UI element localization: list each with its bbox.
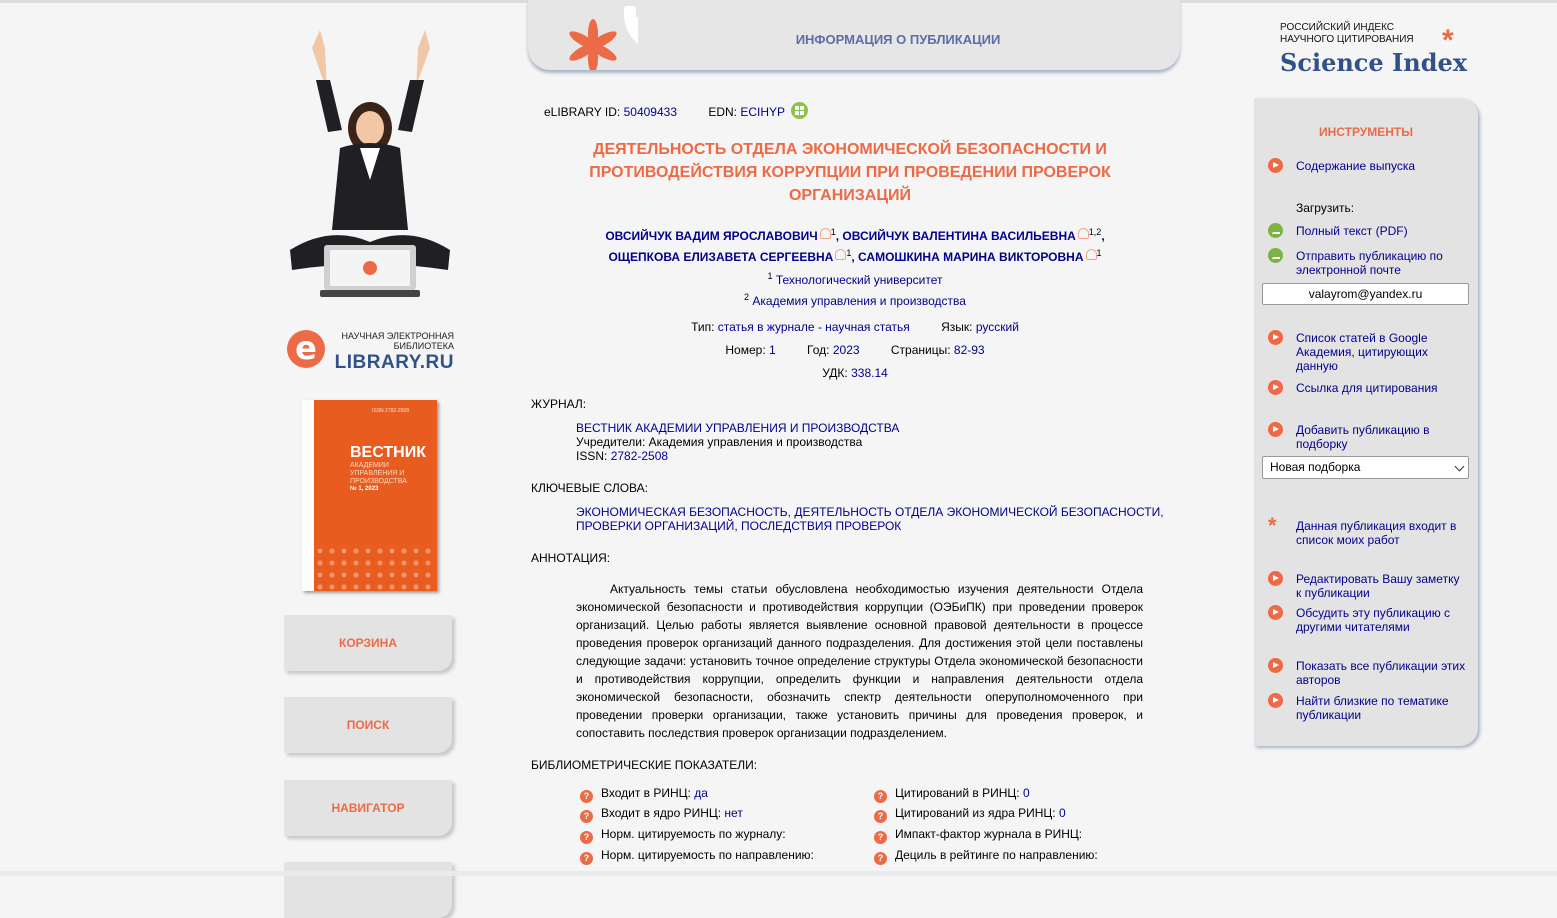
issn-label: ISSN: [576, 449, 608, 463]
author-link[interactable]: ОВСИЙЧУК ВАЛЕНТИНА ВАСИЛЬЕВНА [842, 229, 1076, 243]
elibrary-logo-letter: e [287, 330, 325, 368]
person-icon[interactable] [1086, 249, 1097, 260]
science-index-wordmark: Science Index [1280, 48, 1468, 77]
author-link[interactable]: ОВСИЙЧУК ВАДИМ ЯРОСЛАВОВИЧ [605, 229, 818, 243]
tool-label: Отправить публикацию по электронной почте [1296, 249, 1443, 277]
question-icon[interactable]: ? [874, 831, 887, 844]
indicator-label: Дециль в рейтинге по направлению: [895, 848, 1098, 862]
year-label: Год: [807, 343, 830, 357]
question-icon[interactable]: ? [580, 810, 593, 823]
question-icon[interactable]: ? [874, 790, 887, 803]
email-icon [1268, 248, 1283, 263]
publication-issue-row [560, 343, 1150, 357]
biblio-indicator [874, 848, 1098, 865]
cart-button[interactable]: КОРЗИНА [284, 615, 452, 671]
qr-code-icon[interactable] [791, 102, 808, 119]
collection-select-value: Новая подборка [1270, 460, 1361, 474]
indicator-label: Входит в РИНЦ: [601, 786, 691, 800]
science-index-logo[interactable] [1280, 22, 1480, 82]
tool-label: Список статей в Google Академия, цитирующих данную [1296, 331, 1428, 373]
science-index-caption-line: НАУЧНОГО ЦИТИРОВАНИЯ [1280, 34, 1414, 45]
indicator-label: Импакт-фактор журнала в РИНЦ: [895, 827, 1083, 841]
tool-label: Ссылка для цитирования [1296, 381, 1438, 395]
page-title: ИНФОРМАЦИЯ О ПУБЛИКАЦИИ [795, 32, 1001, 47]
tool-label: Полный текст (PDF) [1296, 224, 1408, 238]
year-value: 2023 [832, 343, 860, 357]
author-link[interactable]: САМОШКИНА МАРИНА ВИКТОРОВНА [858, 250, 1084, 264]
edn-label: EDN: [708, 105, 738, 119]
left-column [280, 0, 460, 876]
person-icon[interactable] [835, 249, 846, 260]
indicator-label: Цитирований в РИНЦ: [895, 786, 1020, 800]
edn-link[interactable]: ECIHYP [740, 105, 786, 119]
author-affiliation-index: 1 [1096, 248, 1102, 258]
language-value: русский [975, 320, 1019, 334]
biblio-indicator [874, 786, 1030, 803]
arrow-circle-icon [1268, 330, 1283, 345]
biblio-indicator [580, 786, 708, 803]
tool-label: Данная публикация входит в список моих работ [1296, 519, 1457, 547]
person-icon[interactable] [820, 228, 831, 239]
author-separator: , [851, 250, 859, 264]
cover-pattern [314, 545, 437, 591]
cover-title: ВЕСТНИК [350, 444, 426, 461]
biblio-indicator [580, 848, 814, 865]
number-link[interactable]: 1 [769, 343, 776, 357]
biblio-indicator [580, 806, 743, 823]
pages-value: 82-93 [953, 343, 985, 357]
arrow-circle-icon [1268, 380, 1283, 395]
person-icon[interactable] [1078, 228, 1089, 239]
indicator-value: 0 [1022, 786, 1030, 800]
keywords-section-label: КЛЮЧЕВЫЕ СЛОВА: [531, 481, 648, 495]
publication-udk-row [560, 366, 1150, 380]
tool-label: Содержание выпуска [1296, 159, 1416, 173]
science-index-caption-line: РОССИЙСКИЙ ИНДЕКС [1280, 22, 1395, 33]
biblio-indicator [874, 806, 1066, 823]
issn-value: 2782-2508 [610, 449, 669, 463]
arrow-circle-icon [1268, 605, 1283, 620]
affiliation-link[interactable]: Академия управления и производства [752, 294, 966, 308]
elibrary-logo[interactable] [285, 328, 460, 380]
arrow-circle-icon [1268, 158, 1283, 173]
affiliation-index: 2 [744, 292, 750, 302]
cover-spine [302, 400, 314, 591]
arrow-circle-icon [1268, 422, 1283, 437]
download-label: Загрузить: [1296, 201, 1355, 215]
asterisk-icon: * [1268, 513, 1277, 538]
pages-label: Страницы: [890, 343, 951, 357]
keywords-line[interactable]: ЭКОНОМИЧЕСКАЯ БЕЗОПАСНОСТЬ, ДЕЯТЕЛЬНОСТЬ ОТДЕЛА ЭКОНОМИЧЕСКОЙ БЕЗОПАСНОСТИ, [576, 505, 1164, 519]
author-separator: , [835, 229, 843, 243]
journal-issn-row [576, 449, 899, 463]
publication-type-row [560, 320, 1150, 334]
affiliation-link[interactable]: Технологический университет [775, 273, 943, 287]
keywords-line[interactable]: ПРОВЕРКИ ОРГАНИЗАЦИЙ, ПОСЛЕДСТВИЯ ПРОВЕРОК [576, 519, 902, 533]
indicator-label: Входит в ядро РИНЦ: [601, 806, 722, 820]
biblio-indicator [580, 827, 786, 844]
publication-ids [544, 105, 785, 119]
tools-panel [1254, 98, 1478, 746]
cover-number: № 1, 2023 [350, 486, 379, 492]
author-separator: , [1101, 229, 1105, 243]
journal-name-link[interactable]: ВЕСТНИК АКАДЕМИИ УПРАВЛЕНИЯ И ПРОИЗВОДСТВА [576, 421, 900, 435]
navigator-button[interactable]: НАВИГАТОР [284, 780, 452, 836]
question-icon[interactable]: ? [874, 810, 887, 823]
author-affiliation-index: 1,2 [1088, 227, 1102, 237]
language-label: Язык: [941, 320, 973, 334]
authors-list [560, 224, 1150, 266]
question-icon[interactable]: ? [874, 852, 887, 865]
abstract-section-label: АННОТАЦИЯ: [531, 551, 611, 565]
number-label: Номер: [725, 343, 766, 357]
indicator-label: Норм. цитируемость по направлению: [601, 848, 814, 862]
indicator-value: 0 [1058, 806, 1066, 820]
tools-title: ИНСТРУМЕНТЫ [1318, 125, 1414, 139]
type-label: Тип: [691, 320, 715, 334]
cover-issn: ISSN 2782-2508 [372, 408, 409, 414]
elibrary-id-label: eLIBRARY ID: [544, 105, 621, 119]
email-field[interactable]: valayrom@yandex.ru [1262, 283, 1469, 305]
celebrating-woman-illustration [280, 20, 460, 305]
cover-subtitle: АКАДЕМИИ УПРАВЛЕНИЯ И ПРОИЗВОДСТВА [350, 462, 407, 485]
tool-label: Показать все публикации этих авторов [1296, 659, 1466, 687]
elibrary-logo-wordmark: LIBRARY.RU [334, 352, 454, 373]
author-affiliation-index: 1 [830, 227, 836, 237]
abstract-text: Актуальность темы статьи обусловлена необходимостью изучения деятельности Отдела экономической безопасности и противодействия коррупции (ОЭБиПК) при проведении проверок организаций. Целью работы является выявление основной правовой деятельности в процессе проведения проверок организаций данного подразделения. Для достижения этой цели поставлены следующие задачи: установить точное определение структуры Отдела экономической безопасности и противодействия коррупции, определить функции и направления деятельности отдела экономической безопасности, обозначить спектр деятельности оперуполномоченного при проведении проверки организации, также установить причины для проведения проверок, и сопоставить последствия проверок организации подразделением. [576, 582, 1143, 740]
biblio-indicator [874, 827, 1082, 844]
indicator-label: Норм. цитируемость по журналу: [601, 827, 786, 841]
indicator-value: нет [724, 806, 743, 820]
page-header-banner [528, 0, 1180, 70]
science-index-caption [1280, 22, 1414, 46]
asterisk-icon: * [1442, 24, 1454, 57]
chevron-down-icon [1455, 462, 1465, 472]
bottom-scrollbar[interactable] [0, 871, 1557, 876]
question-icon[interactable]: ? [580, 852, 593, 865]
download-icon [1268, 223, 1283, 238]
arrow-circle-icon [1268, 693, 1283, 708]
udk-label: УДК: [822, 366, 848, 380]
indicator-label: Цитирований из ядра РИНЦ: [895, 806, 1056, 820]
publication-title: ДЕЯТЕЛЬНОСТЬ ОТДЕЛА ЭКОНОМИЧЕСКОЙ БЕЗОПАСНОСТИ И ПРОТИВОДЕЙСТВИЯ КОРРУПЦИИ ПРИ ПРОВЕДЕНИИ ПРОВЕРОК ОРГАНИЗАЦИЙ [589, 141, 1111, 204]
question-icon[interactable]: ? [580, 790, 593, 803]
question-icon[interactable]: ? [580, 831, 593, 844]
arrow-circle-icon [1268, 658, 1283, 673]
elibrary-id-link[interactable]: 50409433 [623, 105, 677, 119]
keywords-block [576, 505, 1164, 533]
arrow-circle-icon [1268, 571, 1283, 586]
affiliations [560, 268, 1150, 310]
indicator-value: да [694, 786, 708, 800]
journal-section-label: ЖУРНАЛ: [531, 397, 587, 411]
collection-select[interactable] [1262, 456, 1469, 479]
journal-cover[interactable] [302, 400, 437, 591]
affiliation-index: 1 [767, 271, 773, 281]
author-link[interactable]: ОЩЕПКОВА ЕЛИЗАВЕТА СЕРГЕЕВНА [608, 250, 834, 264]
tool-label: Добавить публикацию в подборку [1296, 423, 1430, 451]
author-affiliation-index: 1 [846, 248, 852, 258]
journal-block [576, 421, 899, 463]
search-button[interactable]: ПОИСК [284, 697, 452, 753]
bibliometrics-section-label: БИБЛИОМЕТРИЧЕСКИЕ ПОКАЗАТЕЛИ: [531, 758, 758, 772]
tool-label: Редактировать Вашу заметку к публикации [1296, 572, 1460, 600]
journal-founders: Учредители: Академия управления и производства [576, 435, 863, 449]
type-value: статья в журнале - научная статья [717, 320, 910, 334]
tool-label: Обсудить эту публикацию с другими читателями [1296, 606, 1451, 634]
tool-label: Найти близкие по тематике публикации [1296, 694, 1449, 722]
elibrary-logo-caption: НАУЧНАЯ ЭЛЕКТРОННАЯ БИБЛИОТЕКА [341, 331, 454, 351]
udk-value: 338.14 [851, 366, 888, 380]
